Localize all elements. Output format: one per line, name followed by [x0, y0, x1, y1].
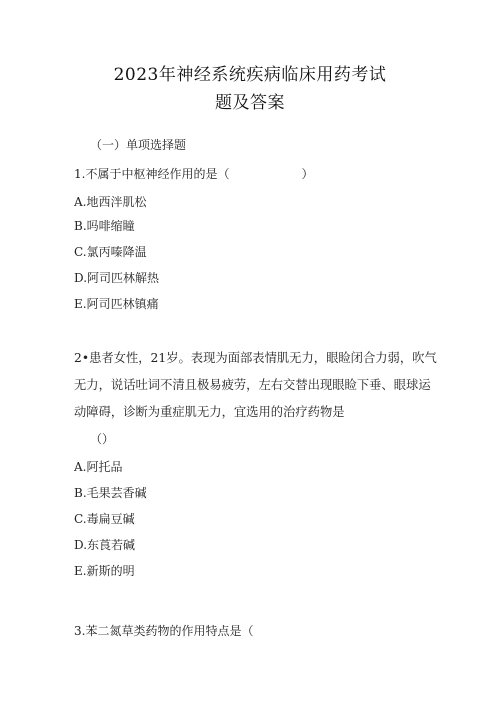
question-2-option-b: B.毛果芸香碱: [74, 486, 147, 500]
question-2-stem-line-1: 2•患者女性，21岁。表现为面部表情肌无力，眼睑闭合力弱，吹气: [74, 351, 437, 365]
question-1-option-a: A.地西泮肌松: [74, 195, 147, 209]
question-2-option-d: D.东莨若碱: [74, 538, 136, 552]
question-1-stem: 1.不属于中枢神经作用的是（ ）: [74, 167, 314, 181]
question-3-stem: 3.苯二氮草类药物的作用特点是（: [74, 624, 254, 638]
question-1-option-c: C.氯丙嗪降温: [74, 245, 147, 259]
question-1-option-b: B.吗啡缩瞳: [74, 219, 135, 233]
document-title-line-2: 题及答案: [215, 93, 285, 113]
question-2-option-c: C.毒扁豆碱: [74, 512, 135, 526]
document-title-line-1: 2023年神经系统疾病临床用药考试: [113, 65, 387, 85]
question-2-option-a: A.阿托品: [74, 460, 123, 474]
question-2-stem-line-2: 无力，说话吐词不清且极易疲劳，左右交替出现眼睑下垂、眼球运: [74, 378, 431, 392]
section-heading: （一）单项选择题: [90, 138, 187, 152]
question-2-answer-blank: （）: [90, 432, 115, 446]
question-2-stem-line-3: 动障碍，诊断为重症肌无力，宜选用的治疗药物是: [74, 405, 345, 419]
question-1-option-d: D.阿司匹林解热: [74, 271, 160, 285]
question-1-option-e: E.阿司匹林镇痛: [74, 297, 159, 311]
question-2-option-e: E.新斯的明: [74, 564, 135, 578]
